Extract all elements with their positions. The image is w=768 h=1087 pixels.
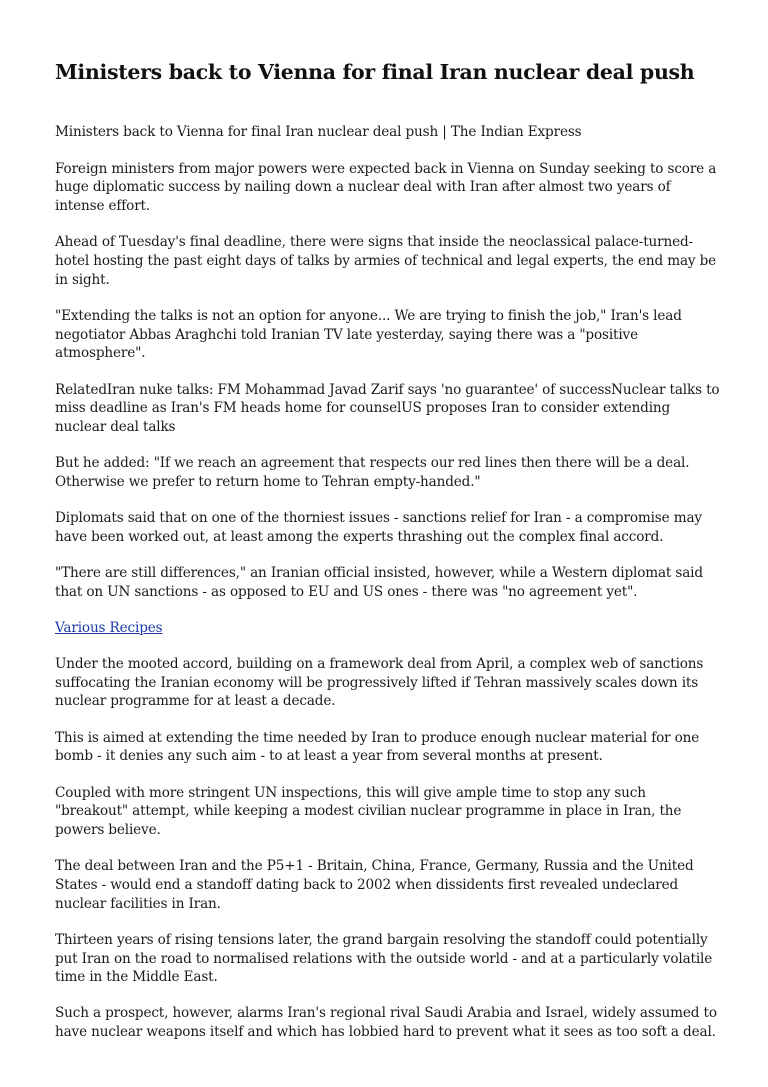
paragraph: But he added: "If we reach an agreement that respects our red lines then there will be a deal. Otherwise we prefer to return home to Tehran empty-handed." (55, 455, 690, 490)
paragraph: Coupled with more stringent UN inspections, this will give ample time to stop any such "breakout" attempt, while keeping a modest civilian nuclear programme in place in Iran, the powers believe. (55, 784, 682, 838)
paragraph: "There are still differences," an Iranian official insisted, however, while a Western diplomat said that on UN sanctions - as opposed to EU and US ones - there was "no agreement yet". (55, 564, 703, 600)
document-title: Ministers back to Vienna for final Iran nuclear deal push (55, 60, 695, 84)
paragraph: Ahead of Tuesday's final deadline, there were signs that inside the neoclassical palace-turned-hotel hosting the past eight days of talks by armies of technical and legal experts, the end may be in sight. (55, 234, 717, 288)
paragraph: "Extending the talks is not an option for anyone... We are trying to finish the job," Iran's lead negotiator Abbas Araghchi told Iranian TV late yesterday, saying there was a "positive atmosphere". (55, 307, 682, 362)
paragraph: This is aimed at extending the time needed by Iran to produce enough nuclear material for one bomb - it denies any such aim - to at least a year from several months at present. (55, 729, 700, 765)
paragraph: Thirteen years of rising tensions later, the grand bargain resolving the standoff could potentially put Iran on the road to normalised relations with the outside world - and at a particularly volatile time in the Middle East. (55, 931, 713, 986)
document-page (55, 58, 720, 1059)
paragraph: Diplomats said that on one of the thorniest issues - sanctions relief for Iran - a compromise may have been worked out, at least among the experts thrashing out the complex final accord. (55, 510, 702, 545)
paragraph: RelatedIran nuke talks: FM Mohammad Javad Zarif says 'no guarantee' of successNuclear talks to miss deadline as Iran's FM heads home for counselUS proposes Iran to consider extending nuclear deal talks (55, 381, 720, 435)
paragraph: Such a prospect, however, alarms Iran's regional rival Saudi Arabia and Israel, widely assumed to have nuclear weapons itself and which has lobbied hard to prevent what it sees as too soft a deal. (55, 1005, 717, 1041)
document-subtitle: Ministers back to Vienna for final Iran nuclear deal push | The Indian Express (55, 124, 582, 140)
paragraph: Under the mooted accord, building on a framework deal from April, a complex web of sanctions suffocating the Iranian economy will be progressively lifted if Tehran massively scales down its nuclear programme for at least a decade. (55, 656, 704, 710)
paragraph: The deal between Iran and the P5+1 - Britain, China, France, Germany, Russia and the United States - would end a standoff dating back to 2002 when dissidents first revealed undeclared nuclear facilities in Iran. (55, 858, 694, 912)
various-recipes-link[interactable]: Various Recipes (55, 619, 163, 636)
link-paragraph (55, 619, 720, 638)
paragraph: Foreign ministers from major powers were expected back in Vienna on Sunday seeking to score a huge diplomatic success by nailing down a nuclear deal with Iran after almost two years of intense effort. (55, 160, 717, 215)
